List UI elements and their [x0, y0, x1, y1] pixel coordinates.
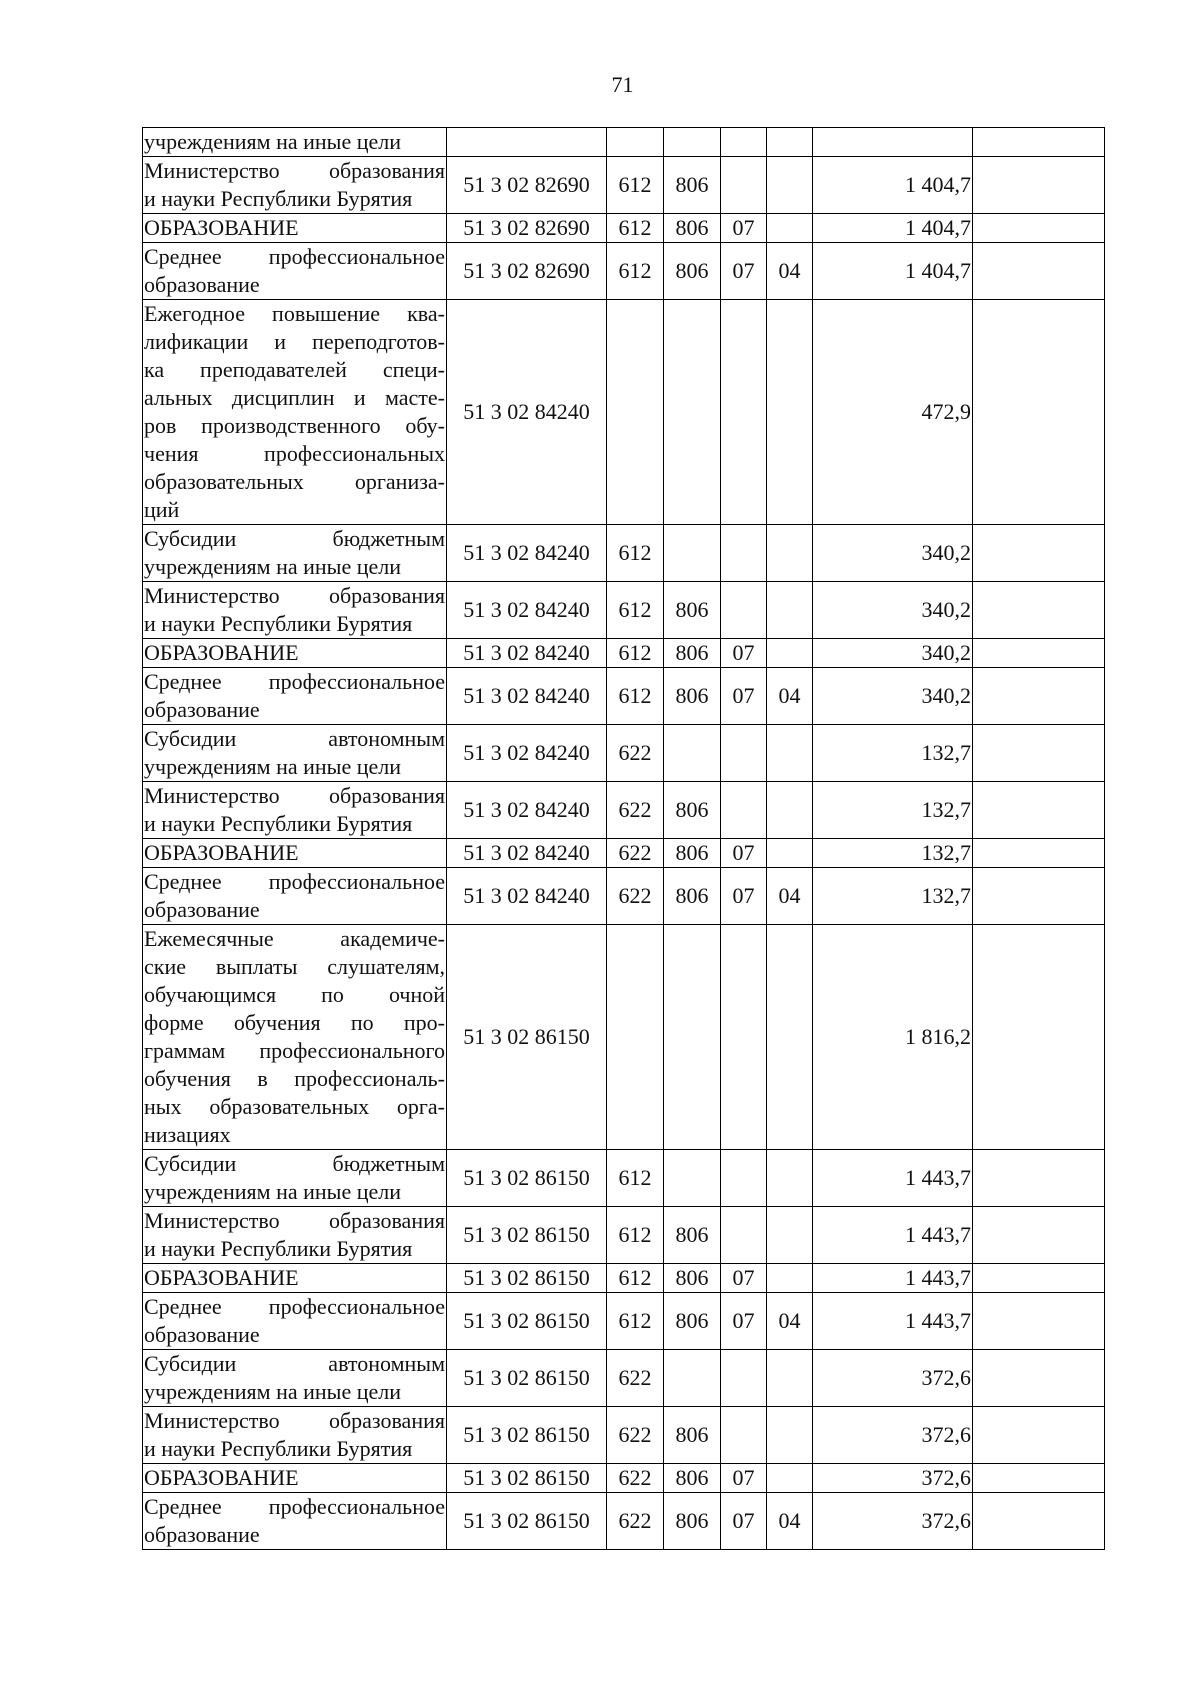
- row-grbs: 806: [664, 639, 721, 668]
- row-target-code: 51 3 02 86150: [447, 1293, 607, 1350]
- row-name-line: учреждениям на иные цели: [144, 1379, 401, 1404]
- row-expense-type: 622: [607, 868, 664, 925]
- row-name: ОБРАЗОВАНИЕ: [143, 1464, 447, 1493]
- row-section: [721, 300, 767, 525]
- row-expense-type: 612: [607, 1207, 664, 1264]
- row-empty-cell: [973, 128, 1105, 157]
- row-name-line: Министерство образования: [144, 158, 445, 183]
- row-amount: 132,7: [813, 839, 973, 868]
- row-name-line: Среднее профессиональное: [144, 1494, 445, 1519]
- row-grbs: 806: [664, 1493, 721, 1550]
- row-amount: 132,7: [813, 725, 973, 782]
- row-target-code: 51 3 02 86150: [447, 1464, 607, 1493]
- row-name-line: Среднее профессиональное: [144, 1294, 445, 1319]
- row-name-line: ных образовательных орга-: [144, 1094, 445, 1119]
- row-name-line: Субсидии бюджетным: [144, 526, 445, 551]
- row-name-line: Среднее профессиональное: [144, 669, 445, 694]
- row-name: [143, 1407, 447, 1464]
- row-target-code: 51 3 02 82690: [447, 243, 607, 300]
- row-grbs: 806: [664, 839, 721, 868]
- row-empty-cell: [973, 243, 1105, 300]
- row-name: [143, 1493, 447, 1550]
- row-name: [143, 782, 447, 839]
- row-empty-cell: [973, 868, 1105, 925]
- row-subsection: [767, 1207, 813, 1264]
- row-empty-cell: [973, 1264, 1105, 1293]
- row-name-line: Министерство образования: [144, 583, 445, 608]
- row-expense-type: 612: [607, 525, 664, 582]
- row-grbs: 806: [664, 582, 721, 639]
- row-amount: 372,6: [813, 1407, 973, 1464]
- table-row: [143, 1407, 1105, 1464]
- row-grbs: 806: [664, 1293, 721, 1350]
- row-amount: 372,6: [813, 1464, 973, 1493]
- row-name-line: ские выплаты слушателям,: [144, 954, 445, 979]
- row-empty-cell: [973, 925, 1105, 1150]
- row-name-line: ров производственного обу-: [144, 413, 445, 438]
- row-expense-type: 622: [607, 1493, 664, 1550]
- row-section: [721, 525, 767, 582]
- row-expense-type: 612: [607, 157, 664, 214]
- row-subsection: [767, 925, 813, 1150]
- row-section: 07: [721, 668, 767, 725]
- row-name: ОБРАЗОВАНИЕ: [143, 1264, 447, 1293]
- row-target-code: 51 3 02 84240: [447, 525, 607, 582]
- row-section: 07: [721, 1464, 767, 1493]
- row-name-line: образование: [144, 897, 260, 922]
- row-grbs: 806: [664, 1407, 721, 1464]
- row-name-line: образование: [144, 697, 260, 722]
- row-empty-cell: [973, 1407, 1105, 1464]
- row-grbs: [664, 1350, 721, 1407]
- row-name: [143, 925, 447, 1150]
- row-section: [721, 1150, 767, 1207]
- table-row: [143, 868, 1105, 925]
- table-row: [143, 157, 1105, 214]
- row-expense-type: 612: [607, 214, 664, 243]
- row-target-code: 51 3 02 84240: [447, 582, 607, 639]
- row-section: [721, 925, 767, 1150]
- table-row: [143, 1464, 1105, 1493]
- row-expense-type: 622: [607, 725, 664, 782]
- row-target-code: 51 3 02 84240: [447, 725, 607, 782]
- row-subsection: 04: [767, 1493, 813, 1550]
- row-amount: 1 816,2: [813, 925, 973, 1150]
- row-empty-cell: [973, 839, 1105, 868]
- table-row: [143, 1293, 1105, 1350]
- row-section: 07: [721, 639, 767, 668]
- row-section: 07: [721, 1493, 767, 1550]
- table-row: [143, 668, 1105, 725]
- row-section: 07: [721, 839, 767, 868]
- row-amount: 1 404,7: [813, 243, 973, 300]
- row-section: [721, 1350, 767, 1407]
- table-row: [143, 639, 1105, 668]
- row-name-line: низациях: [144, 1122, 231, 1147]
- row-section: 07: [721, 1293, 767, 1350]
- table-row: [143, 300, 1105, 525]
- row-expense-type: [607, 128, 664, 157]
- row-subsection: 04: [767, 668, 813, 725]
- row-name-line: Среднее профессиональное: [144, 244, 445, 269]
- row-name-line: Ежемесячные академиче-: [144, 926, 445, 951]
- row-name-line: лификации и переподготов-: [144, 329, 445, 354]
- row-subsection: 04: [767, 243, 813, 300]
- table-row: [143, 782, 1105, 839]
- row-grbs: 806: [664, 214, 721, 243]
- row-name-line: Министерство образования: [144, 1208, 445, 1233]
- row-amount: 372,6: [813, 1493, 973, 1550]
- row-name-line: Министерство образования: [144, 1408, 445, 1433]
- row-target-code: [447, 128, 607, 157]
- row-name: ОБРАЗОВАНИЕ: [143, 214, 447, 243]
- row-grbs: [664, 300, 721, 525]
- row-expense-type: 622: [607, 1407, 664, 1464]
- row-subsection: [767, 1407, 813, 1464]
- row-empty-cell: [973, 1464, 1105, 1493]
- row-target-code: 51 3 02 86150: [447, 1493, 607, 1550]
- row-expense-type: 622: [607, 839, 664, 868]
- row-empty-cell: [973, 782, 1105, 839]
- row-expense-type: 612: [607, 1150, 664, 1207]
- row-grbs: 806: [664, 782, 721, 839]
- row-expense-type: 622: [607, 1350, 664, 1407]
- row-name-line: и науки Республики Бурятия: [144, 811, 413, 836]
- row-name-line: и науки Республики Бурятия: [144, 1436, 413, 1461]
- row-amount: 1 443,7: [813, 1150, 973, 1207]
- row-name: [143, 300, 447, 525]
- table-row: [143, 839, 1105, 868]
- row-name-line: граммам профессионального: [144, 1038, 445, 1063]
- row-name-line: обучающимся по очной: [144, 982, 445, 1007]
- row-target-code: 51 3 02 84240: [447, 868, 607, 925]
- row-name-line: обучения в профессиональ-: [144, 1066, 445, 1091]
- row-empty-cell: [973, 1350, 1105, 1407]
- row-name: [143, 582, 447, 639]
- row-section: [721, 582, 767, 639]
- row-subsection: [767, 839, 813, 868]
- table-row: [143, 1207, 1105, 1264]
- row-subsection: [767, 725, 813, 782]
- row-name: [143, 668, 447, 725]
- row-amount: 132,7: [813, 868, 973, 925]
- table-row: [143, 1150, 1105, 1207]
- table-row: [143, 1493, 1105, 1550]
- row-subsection: [767, 639, 813, 668]
- row-empty-cell: [973, 1493, 1105, 1550]
- row-name-line: Ежегодное повышение ква-: [144, 301, 445, 326]
- row-grbs: 806: [664, 157, 721, 214]
- row-empty-cell: [973, 214, 1105, 243]
- row-name-line: учреждениям на иные цели: [144, 1179, 401, 1204]
- row-name: [143, 1350, 447, 1407]
- page-number: 71: [611, 72, 634, 97]
- table-row: [143, 243, 1105, 300]
- row-name-line: образование: [144, 1322, 260, 1347]
- row-name-line: и науки Республики Бурятия: [144, 186, 413, 211]
- table-row: [143, 582, 1105, 639]
- row-section: [721, 1207, 767, 1264]
- row-name-line: и науки Республики Бурятия: [144, 1236, 413, 1261]
- row-subsection: [767, 157, 813, 214]
- row-empty-cell: [973, 725, 1105, 782]
- row-name-line: учреждениям на иные цели: [144, 754, 401, 779]
- row-target-code: 51 3 02 84240: [447, 639, 607, 668]
- row-grbs: 806: [664, 1264, 721, 1293]
- row-name: ОБРАЗОВАНИЕ: [143, 639, 447, 668]
- row-name-line: Министерство образования: [144, 783, 445, 808]
- row-target-code: 51 3 02 86150: [447, 1350, 607, 1407]
- row-empty-cell: [973, 1207, 1105, 1264]
- row-subsection: [767, 300, 813, 525]
- row-amount: 1 404,7: [813, 214, 973, 243]
- row-name: учреждениям на иные цели: [143, 128, 447, 157]
- row-subsection: [767, 1150, 813, 1207]
- row-name-line: форме обучения по про-: [144, 1010, 445, 1035]
- row-name: [143, 157, 447, 214]
- row-amount: 472,9: [813, 300, 973, 525]
- row-empty-cell: [973, 1150, 1105, 1207]
- table-body: [143, 128, 1105, 1550]
- row-name-line: и науки Республики Бурятия: [144, 611, 413, 636]
- row-empty-cell: [973, 525, 1105, 582]
- row-section: [721, 128, 767, 157]
- row-name: [143, 525, 447, 582]
- row-amount: 340,2: [813, 525, 973, 582]
- row-subsection: [767, 1350, 813, 1407]
- table-row: [143, 925, 1105, 1150]
- row-name: [143, 1207, 447, 1264]
- row-amount: 1 443,7: [813, 1293, 973, 1350]
- row-amount: 1 443,7: [813, 1207, 973, 1264]
- row-amount: 372,6: [813, 1350, 973, 1407]
- row-expense-type: 622: [607, 1464, 664, 1493]
- row-name-line: образование: [144, 272, 260, 297]
- row-expense-type: 612: [607, 1264, 664, 1293]
- row-grbs: [664, 1150, 721, 1207]
- row-name-line: Среднее профессиональное: [144, 869, 445, 894]
- row-expense-type: 612: [607, 639, 664, 668]
- row-expense-type: 612: [607, 582, 664, 639]
- row-name-line: Субсидии автономным: [144, 1351, 445, 1376]
- row-section: [721, 157, 767, 214]
- table-row: [143, 725, 1105, 782]
- row-empty-cell: [973, 1293, 1105, 1350]
- row-expense-type: 612: [607, 668, 664, 725]
- row-name-line: Субсидии бюджетным: [144, 1151, 445, 1176]
- row-name: ОБРАЗОВАНИЕ: [143, 839, 447, 868]
- row-empty-cell: [973, 639, 1105, 668]
- row-expense-type: [607, 300, 664, 525]
- row-expense-type: 612: [607, 243, 664, 300]
- row-expense-type: 622: [607, 782, 664, 839]
- row-section: [721, 725, 767, 782]
- row-name-line: альных дисциплин и масте-: [144, 385, 445, 410]
- row-name: [143, 1293, 447, 1350]
- row-expense-type: [607, 925, 664, 1150]
- row-grbs: [664, 525, 721, 582]
- row-subsection: [767, 128, 813, 157]
- row-subsection: [767, 214, 813, 243]
- row-grbs: 806: [664, 668, 721, 725]
- table-row: [143, 128, 1105, 157]
- row-target-code: 51 3 02 86150: [447, 925, 607, 1150]
- row-empty-cell: [973, 582, 1105, 639]
- row-empty-cell: [973, 300, 1105, 525]
- row-name: [143, 868, 447, 925]
- row-section: 07: [721, 1264, 767, 1293]
- table-row: [143, 1350, 1105, 1407]
- table-row: [143, 1264, 1105, 1293]
- row-target-code: 51 3 02 86150: [447, 1150, 607, 1207]
- row-subsection: [767, 782, 813, 839]
- row-subsection: [767, 1264, 813, 1293]
- row-section: 07: [721, 214, 767, 243]
- budget-table: [142, 127, 1105, 1550]
- row-grbs: 806: [664, 868, 721, 925]
- row-grbs: 806: [664, 243, 721, 300]
- row-grbs: [664, 128, 721, 157]
- row-name: [143, 243, 447, 300]
- row-subsection: 04: [767, 868, 813, 925]
- row-name-line: чения профессиональных: [144, 441, 445, 466]
- row-target-code: 51 3 02 84240: [447, 668, 607, 725]
- row-amount: 1 443,7: [813, 1264, 973, 1293]
- row-target-code: 51 3 02 84240: [447, 782, 607, 839]
- table-row: [143, 525, 1105, 582]
- row-grbs: [664, 725, 721, 782]
- row-grbs: 806: [664, 1207, 721, 1264]
- row-name-line: образовательных организа-: [144, 469, 445, 494]
- row-name-line: ций: [144, 497, 180, 522]
- row-section: 07: [721, 243, 767, 300]
- row-subsection: [767, 525, 813, 582]
- row-amount: [813, 128, 973, 157]
- row-empty-cell: [973, 668, 1105, 725]
- row-subsection: [767, 582, 813, 639]
- row-amount: 1 404,7: [813, 157, 973, 214]
- table-row: [143, 214, 1105, 243]
- row-grbs: 806: [664, 1464, 721, 1493]
- row-target-code: 51 3 02 86150: [447, 1264, 607, 1293]
- row-target-code: 51 3 02 82690: [447, 214, 607, 243]
- row-name-line: учреждениям на иные цели: [144, 554, 401, 579]
- row-name-line: Субсидии автономным: [144, 726, 445, 751]
- row-name-line: образование: [144, 1522, 260, 1547]
- row-target-code: 51 3 02 86150: [447, 1207, 607, 1264]
- row-amount: 132,7: [813, 782, 973, 839]
- row-target-code: 51 3 02 84240: [447, 839, 607, 868]
- row-subsection: 04: [767, 1293, 813, 1350]
- row-target-code: 51 3 02 84240: [447, 300, 607, 525]
- row-section: [721, 782, 767, 839]
- row-subsection: [767, 1464, 813, 1493]
- row-name-line: ка преподавателей специ-: [144, 357, 445, 382]
- row-target-code: 51 3 02 82690: [447, 157, 607, 214]
- row-amount: 340,2: [813, 582, 973, 639]
- row-expense-type: 612: [607, 1293, 664, 1350]
- row-name: [143, 1150, 447, 1207]
- row-amount: 340,2: [813, 639, 973, 668]
- row-name: [143, 725, 447, 782]
- row-section: 07: [721, 868, 767, 925]
- row-target-code: 51 3 02 86150: [447, 1407, 607, 1464]
- row-grbs: [664, 925, 721, 1150]
- row-empty-cell: [973, 157, 1105, 214]
- row-section: [721, 1407, 767, 1464]
- row-amount: 340,2: [813, 668, 973, 725]
